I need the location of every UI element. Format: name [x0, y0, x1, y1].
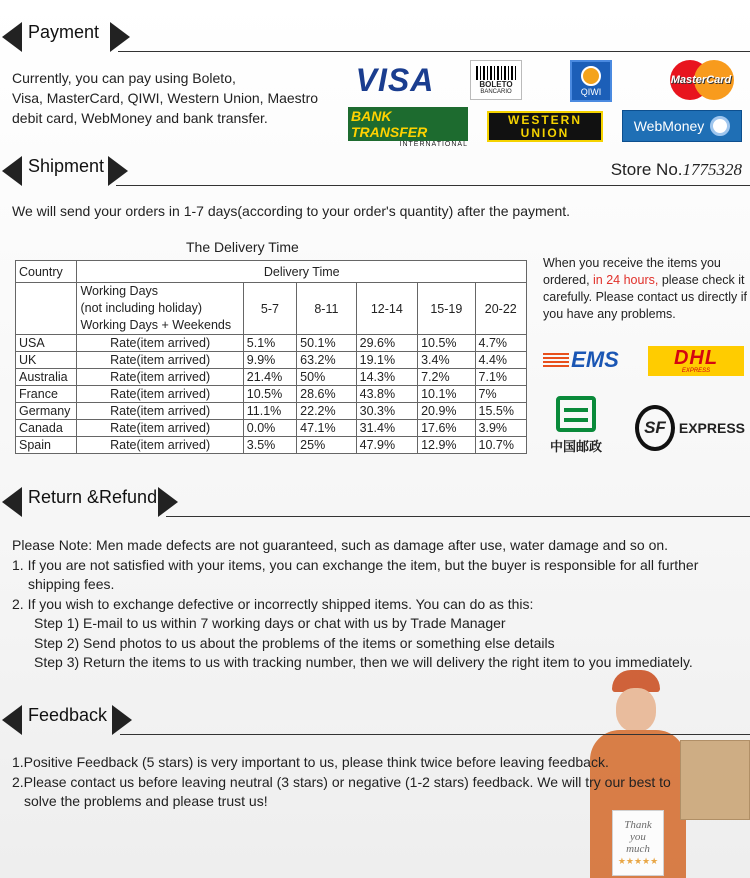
country-cell: Australia [16, 369, 77, 386]
table-subheader-row [16, 283, 527, 335]
table-row [16, 352, 527, 369]
emblem-bar [564, 408, 588, 412]
payment-text-line: Currently, you can pay using Boleto, [12, 70, 236, 86]
ems-logo [541, 345, 621, 375]
qiwi-text: QIWI [580, 86, 602, 97]
notice-text: please check it carefully. Please contact us directly if you have any problems. [543, 273, 748, 321]
thank-you-word: Thank [624, 819, 652, 831]
rate-value-cell: 11.1% [243, 403, 296, 420]
rate-value-cell: 7.1% [475, 369, 526, 386]
refund-line: Step 1) E-mail to us within 7 working days or chat with us by Trade Manager [34, 615, 506, 631]
boleto-text: BOLETO [479, 79, 513, 89]
range-header: 15-19 [418, 283, 475, 335]
rate-value-cell: 29.6% [356, 335, 417, 352]
bank-transfer-logo [348, 107, 468, 148]
feedback-line: 1.Positive Feedback (5 stars) is very important to us, please think twice before leaving feedback. [12, 754, 609, 770]
col-delivery-header: Delivery Time [77, 261, 527, 283]
barcode-icon [476, 66, 516, 80]
rate-value-cell: 5.1% [243, 335, 296, 352]
sf-express-logo [635, 405, 745, 451]
western-union-logo [487, 111, 603, 142]
thank-you-word: much [626, 843, 650, 855]
ems-text: EMS [571, 347, 619, 372]
table-title: The Delivery Time [186, 239, 299, 255]
triangle-right-icon [108, 156, 128, 186]
qiwi-circle-icon [581, 66, 601, 86]
rate-value-cell: 3.9% [475, 420, 526, 437]
webmoney-logo [622, 110, 742, 142]
range-header: 8-11 [297, 283, 356, 335]
feedback-title: Feedback [28, 704, 108, 725]
range-header: 12-14 [356, 283, 417, 335]
country-cell: Spain [16, 437, 77, 454]
rate-value-cell: 4.7% [475, 335, 526, 352]
working-days-line: Working Days + Weekends [80, 318, 232, 332]
dhl-sub-text: EXPRESS [681, 368, 711, 374]
payment-text-line: debit card, WebMoney and bank transfer. [12, 110, 268, 126]
rate-value-cell: 7% [475, 386, 526, 403]
feedback-line: 2.Please contact us before leaving neutral (3 stars) or negative (1-2 stars) feedback. We will try our best to [12, 773, 671, 790]
rate-value-cell: 21.4% [243, 369, 296, 386]
notice-highlight: in 24 hours, [593, 273, 659, 287]
rate-label-cell: Rate(item arrived) [77, 420, 243, 437]
mastercard-logo [668, 60, 734, 100]
rate-value-cell: 47.9% [356, 437, 417, 454]
qiwi-logo [570, 60, 612, 102]
header-rule [118, 51, 750, 52]
shipment-intro: We will send your orders in 1-7 days(according to your order's quantity) after the payment. [12, 203, 571, 219]
refund-line: 1. If you are not satisfied with your items, you can exchange the item, but the buyer is responsible for all further [12, 556, 699, 573]
rate-value-cell: 0.0% [243, 420, 296, 437]
country-cell: UK [16, 352, 77, 369]
country-cell: France [16, 386, 77, 403]
rate-value-cell: 47.1% [297, 420, 356, 437]
receive-notice [543, 255, 749, 323]
refund-line: Please Note: Men made defects are not guaranteed, such as damage after use, water damage and so on. [12, 537, 669, 553]
country-cell: Canada [16, 420, 77, 437]
refund-header [0, 477, 750, 517]
star-rating-icon: ★★★★★ [617, 856, 659, 866]
feedback-line: solve the problems and please trust us! [24, 793, 268, 809]
mastercard-text: MasterCard [670, 74, 732, 86]
thank-you-sign [612, 810, 664, 876]
rate-label-cell: Rate(item arrived) [77, 369, 243, 386]
rate-value-cell: 10.5% [243, 386, 296, 403]
store-label: Store No. [610, 160, 683, 179]
rate-value-cell: 63.2% [297, 352, 356, 369]
table-row [16, 420, 527, 437]
webmoney-globe-icon [710, 116, 730, 136]
rate-value-cell: 10.7% [475, 437, 526, 454]
refund-line: 2. If you wish to exchange defective or incorrectly shipped items. You can do as this: [12, 595, 534, 612]
sf-text: SF [644, 418, 666, 437]
rate-value-cell: 10.1% [418, 386, 475, 403]
blank-cell [16, 283, 77, 335]
rate-value-cell: 14.3% [356, 369, 417, 386]
rate-value-cell: 25% [297, 437, 356, 454]
payment-title: Payment [28, 21, 100, 42]
refund-title: Return &Refund [28, 486, 158, 507]
china-post-text: 中国邮政 [549, 439, 602, 454]
thank-you-word: you [630, 831, 646, 843]
bank-transfer-text: BANK TRANSFER [348, 107, 468, 141]
rate-value-cell: 50.1% [297, 335, 356, 352]
boleto-logo [470, 60, 522, 100]
rate-label-cell: Rate(item arrived) [77, 352, 243, 369]
webmoney-text: WebMoney [633, 118, 705, 134]
ems-speed-lines [543, 353, 569, 367]
refund-line: Step 2) Send photos to us about the problems of the items or something else details [34, 634, 555, 651]
bank-transfer-sub-text: INTERNATIONAL [399, 140, 468, 148]
notice-text: When you receive the items you ordered, [543, 256, 721, 287]
shipment-title: Shipment [28, 155, 105, 176]
range-header: 5-7 [243, 283, 296, 335]
china-post-logo [541, 393, 611, 458]
sf-express-text: EXPRESS [678, 420, 745, 436]
rate-value-cell: 3.4% [418, 352, 475, 369]
working-days-line: Working Days [80, 284, 159, 298]
triangle-right-icon [158, 487, 178, 517]
western-union-text-2: UNION [520, 125, 570, 140]
rate-value-cell: 43.8% [356, 386, 417, 403]
rate-value-cell: 9.9% [243, 352, 296, 369]
store-number [611, 160, 742, 180]
table-row [16, 335, 527, 352]
rate-label-cell: Rate(item arrived) [77, 335, 243, 352]
rate-value-cell: 28.6% [297, 386, 356, 403]
rate-value-cell: 12.9% [418, 437, 475, 454]
table-row [16, 386, 527, 403]
table-header-row [16, 261, 527, 283]
range-header: 20-22 [475, 283, 526, 335]
dhl-text: DHL [673, 347, 719, 369]
table-body [16, 335, 527, 454]
dhl-logo [648, 346, 744, 376]
rate-value-cell: 4.4% [475, 352, 526, 369]
rate-value-cell: 20.9% [418, 403, 475, 420]
sf-circle-icon [635, 405, 675, 451]
rate-value-cell: 3.5% [243, 437, 296, 454]
rate-value-cell: 10.5% [418, 335, 475, 352]
triangle-right-icon [110, 22, 130, 52]
bank-transfer-title [348, 107, 468, 141]
rate-value-cell: 30.3% [356, 403, 417, 420]
country-cell: USA [16, 335, 77, 352]
header-rule [166, 516, 750, 517]
payment-text [12, 68, 342, 128]
refund-line: shipping fees. [28, 576, 115, 592]
header-rule [116, 185, 750, 186]
refund-line: Step 3) Return the items to us with tracking number, then we will delivery the right item to you immediately. [34, 654, 693, 670]
header-rule [120, 734, 750, 735]
visa-logo [350, 60, 440, 100]
table-row [16, 437, 527, 454]
country-cell: Germany [16, 403, 77, 420]
working-days-cell [77, 283, 243, 335]
rate-label-cell: Rate(item arrived) [77, 437, 243, 454]
feedback-text [12, 753, 747, 812]
rate-value-cell: 50% [297, 369, 356, 386]
rate-value-cell: 7.2% [418, 369, 475, 386]
rate-value-cell: 31.4% [356, 420, 417, 437]
boleto-sub-text: BANCARIO [480, 88, 512, 95]
visa-logo-text: VISA [355, 61, 435, 98]
store-number-value: 1775328 [682, 160, 742, 179]
rate-label-cell: Rate(item arrived) [77, 386, 243, 403]
triangle-right-icon [112, 705, 132, 735]
payment-text-line: Visa, MasterCard, QIWI, Western Union, Maestro [12, 90, 319, 106]
table-row [16, 403, 527, 420]
working-days-line: (not including holiday) [80, 301, 203, 315]
rate-value-cell: 15.5% [475, 403, 526, 420]
rate-label-cell: Rate(item arrived) [77, 403, 243, 420]
emblem-bar [564, 418, 588, 422]
rate-value-cell: 17.6% [418, 420, 475, 437]
payment-header [0, 12, 750, 52]
refund-text [12, 536, 747, 673]
col-country-header: Country [16, 261, 77, 283]
western-union-text-1: WESTERN [508, 112, 582, 127]
feedback-header [0, 695, 750, 735]
rate-value-cell: 22.2% [297, 403, 356, 420]
china-post-emblem-icon [556, 396, 596, 432]
delivery-table [15, 260, 527, 454]
table-row [16, 369, 527, 386]
rate-value-cell: 19.1% [356, 352, 417, 369]
